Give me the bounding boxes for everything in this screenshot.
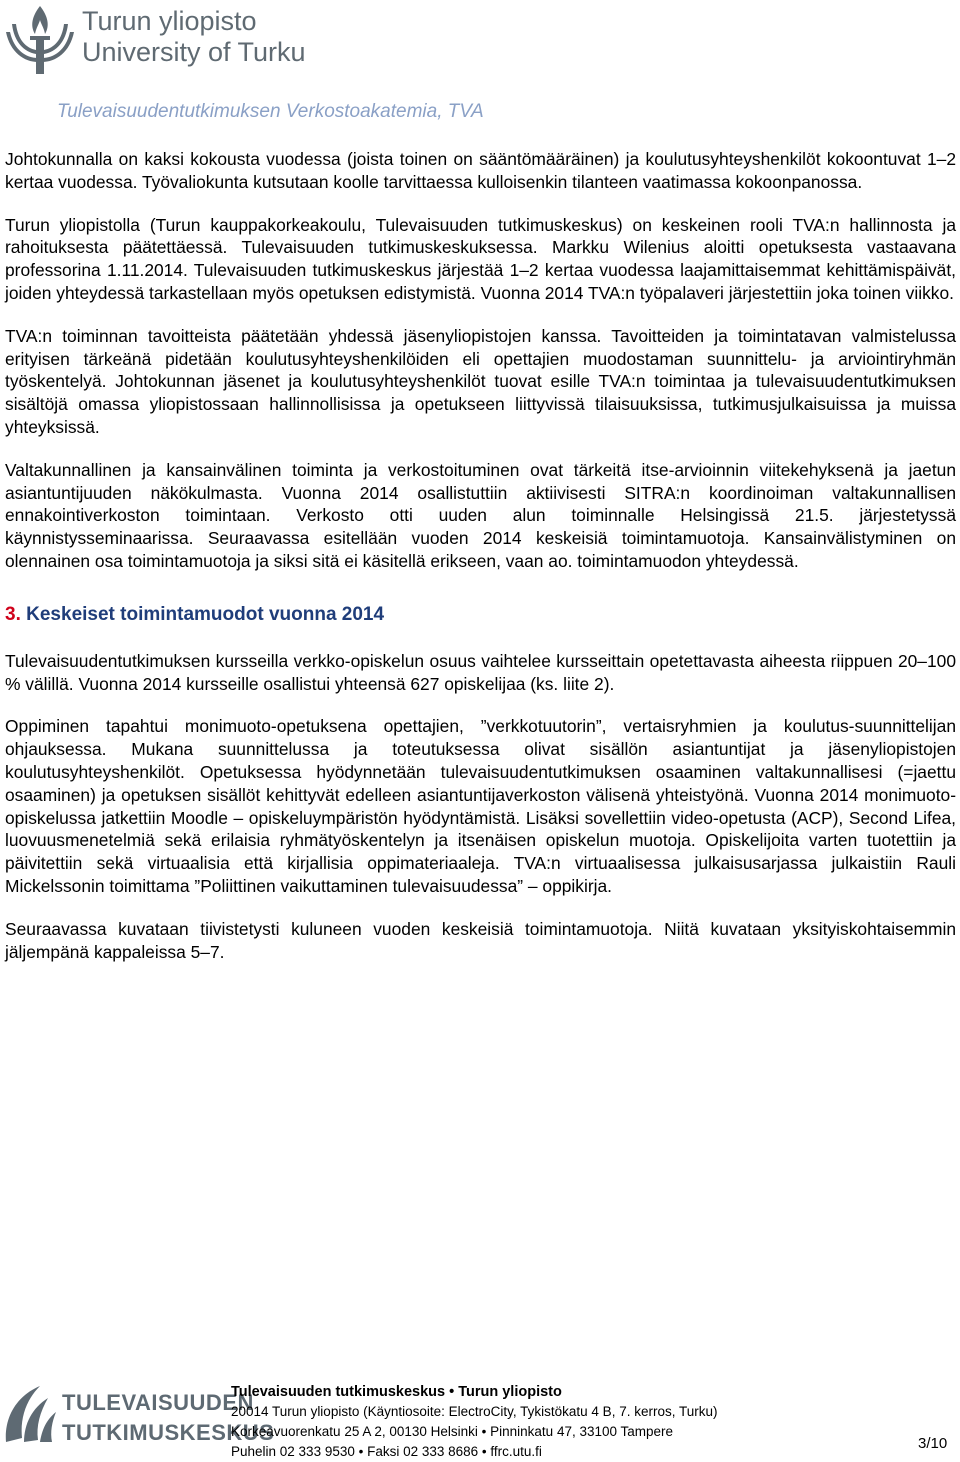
paragraph-courses: Tulevaisuudentutkimuksen kursseilla verkko-opiskelun osuus vaihtelee kursseittain opetettavasta aiheesta riippuen 20–100 % välillä. Vuonna 2014 kursseille osallistui yhteensä 627 opiskelijaa (ks. liite 2). <box>5 650 956 694</box>
logo-name-finnish: Turun yliopisto <box>82 6 257 36</box>
document-subtitle: Tulevaisuudentutkimuksen Verkostoakatemia, TVA <box>57 101 484 122</box>
section-heading <box>5 604 956 626</box>
footer-offices-line: Korkeavuorenkatu 25 A 2, 00130 Helsinki • Pinninkatu 47, 33100 Tampere <box>231 1424 674 1439</box>
page-number: 3/10 <box>918 1435 948 1452</box>
footer-org-line: Tulevaisuuden tutkimuskeskus • Turun yliopisto <box>231 1384 562 1400</box>
section-title: Keskeiset toimintamuodot vuonna 2014 <box>26 603 385 625</box>
paragraph-goals: TVA:n toiminnan tavoitteista päätetään yhdessä jäsenyliopistojen kanssa. Tavoitteiden ja toimintatavan valmistelussa erityisen tärkeänä pidetään koulutusyhteyshenkilöiden eli opettajien muodostaman suunnittelu- ja arviointiryhmän työskentelyä. Johtokunnan jäsenet ja koulutusyhteyshenkilöt tuovat esille TVA:n toimintaa ja tulevaisuudentutkimuksen sisältöjä omassa yliopistossaan hallinnollisissa ja opetukseen liittyvissä tilaisuuksissa, tutkimusjulkaisuissa ja muissa yhteyksissä. <box>5 325 956 437</box>
paragraph-networking: Valtakunnallinen ja kansainvälinen toiminta ja verkostoituminen ovat tärkeitä itse-arvioinnin viitekehyksenä ja jaetun asiantuntijuuden näkökulmasta. Vuonna 2014 osallistuttiin aktiivisesti SITRA:n koordinoiman valtakunnallisen ennakointiverkoston toimintaan. Verkosto otti uuden alun toiminnalle Helsingissä 21.5. järjestetyssä käynnistysseminaarissa. Seuraavassa esitellään vuoden 2014 keskeisiä toimintamuotoja. Kansainvälistyminen on olennainen osa toimintamuotoja ja siksi sitä ei käsitellä erikseen, vaan ao. toimintamuodon yhteydessä. <box>5 459 956 571</box>
paragraph-board-meetings: Johtokunnalla on kaksi kokousta vuodessa (joista toinen on sääntömääräinen) ja koulutusyhteyshenkilöt kokoontuvat 1–2 kertaa vuodessa. Työvaliokunta kutsutaan koolle tarvittaessa kulloisenkin tilanteen vaatimassa kokoonpanossa. <box>5 149 956 192</box>
paragraph-summary: Seuraavassa kuvataan tiivistetysti kuluneen vuoden keskeisiä toimintamuotoja. Niitä kuvataan yksityiskohtaisemmin jäljempänä kappaleissa 5–7. <box>5 918 956 962</box>
logo-name-english: University of Turku <box>82 37 306 67</box>
section-number: 3. <box>5 603 21 625</box>
footer-logo-line2: TUTKIMUSKESKUS <box>62 1420 275 1445</box>
footer-contact-line: Puhelin 02 333 9530 • Faksi 02 333 8686 • ffrc.utu.fi <box>231 1444 542 1459</box>
research-centre-emblem-icon <box>0 1380 60 1450</box>
document-body <box>5 148 956 983</box>
paragraph-administration: Turun yliopistolla (Turun kauppakorkeakoulu, Tulevaisuuden tutkimuskeskus) on keskeinen rooli TVA:n hallinnosta ja rahoituksesta päätettäessä. Tulevaisuuden tutkimuskeskuksessa. Markku Wilenius aloitti opetuksesta vastaavana professorina 1.11.2014. Tulevaisuuden tutkimuskeskus järjestää 1–2 kertaa vuodessa laajamittaisemmat kehittämispäivät, joiden yhteydessä tarkastellaan myös opetuksen edistymistä. Vuonna 2014 TVA:n työpalaveri järjestettiin joka toinen viikko. <box>5 214 956 303</box>
footer-logo-line1: TULEVAISUUDEN <box>62 1390 254 1415</box>
footer-contact <box>231 1382 717 1462</box>
university-logo <box>2 2 306 74</box>
paragraph-learning: Oppiminen tapahtui monimuoto-opetuksena opettajien, ”verkkotuutorin”, vertaisryhmien ja koulutus-suunnittelijan ohjauksessa. Mukana suunnittelussa ja toteutuksessa olivat sisällön asiantuntijat ja jäsenyliopistojen koulutusyhteyshenkilöt. Opetuksessa hyödynnetään tulevaisuudentutkimuksen osaaminen valtakunnallisesi (=jaettu osaaminen) ja opetuksen sisällöt kehittyvät edelleen asiantuntijaverkoston välisenä yhteistyönä. Vuonna 2014 monimuoto-opiskelussa jatkettiin Moodle – opiskeluympäristön hyödyntämistä. Lisäksi sovellettiin video-opetusta (ACP), Second Lifea, luovuusmenetelmiä sekä erilaisia ryhmätyöskentelyn ja itsenäisen opiskelun muotoja. Opiskelijoita varten tuotettiin ja päivitettiin sekä virtuaalisia että kirjallisia oppimateriaaleja. TVA:n virtuaalisessa julkaisusarjassa julkaistiin Rauli Mickelssonin toimittama ”Poliittinen vaikuttaminen tulevaisuudessa” – oppikirja. <box>5 716 956 896</box>
torch-emblem-icon <box>2 2 78 76</box>
footer-address-line: 20014 Turun yliopisto (Käyntiosoite: ElectroCity, Tykistökatu 4 B, 7. kerros, Turku) <box>231 1404 718 1419</box>
research-centre-logo <box>0 1380 275 1452</box>
